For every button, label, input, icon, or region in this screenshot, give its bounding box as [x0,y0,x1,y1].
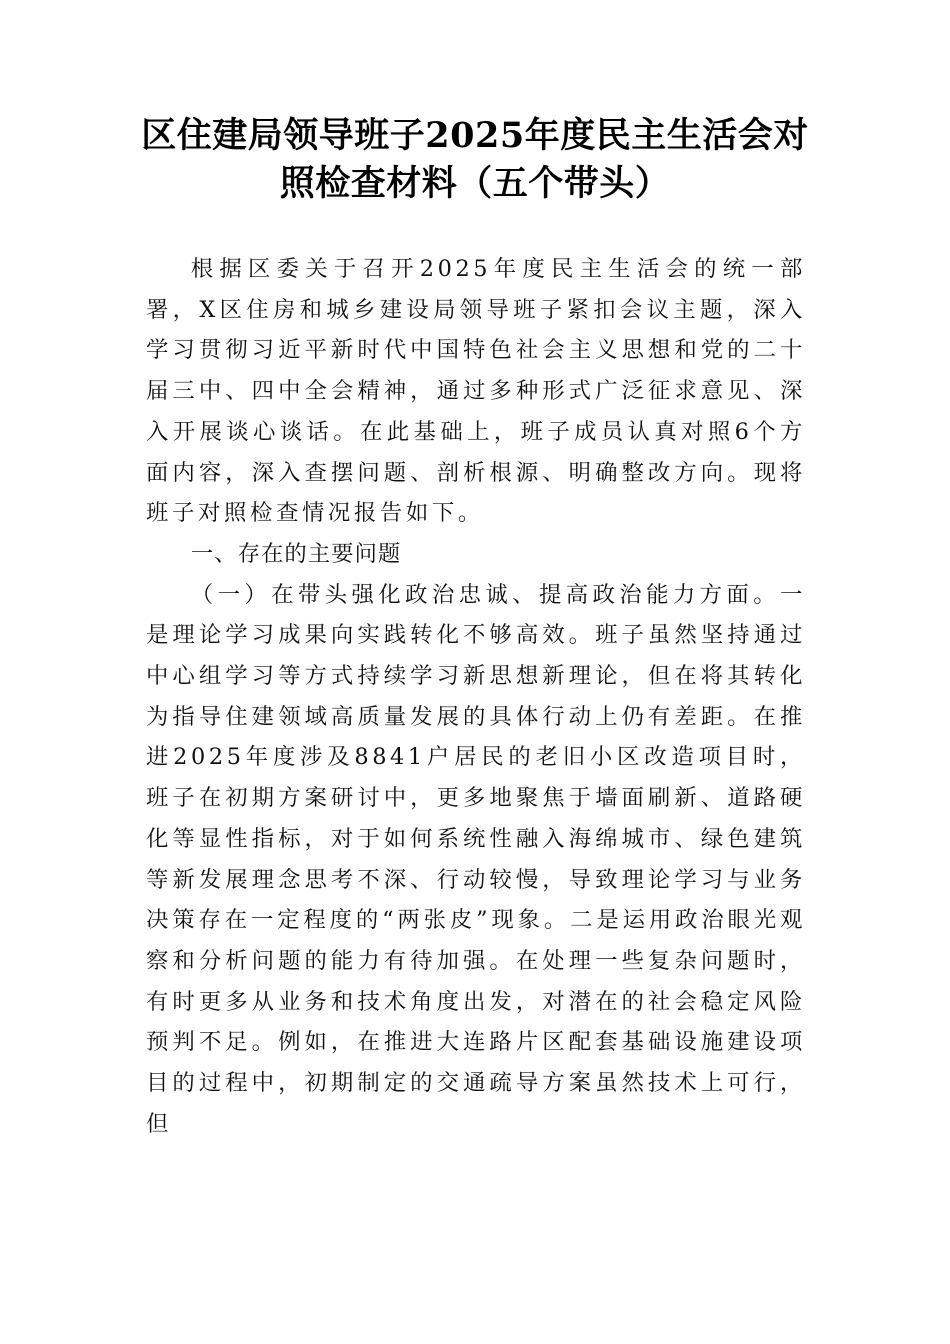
document-title [140,112,810,208]
document-title-line-1: 区住建局领导班子2025年度民主生活会对 [141,115,809,156]
document-body [146,249,806,1144]
document-title-line-2: 照检查材料（五个带头） [279,163,671,204]
intro-paragraph: 根据区委关于召开2025年度民主生活会的统一部署，X区住房和城乡建设局领导班子紧扣会议主题，深入学习贯彻习近平新时代中国特色社会主义思想和党的二十届三中、四中全会精神，通过多种形式广泛征求意见、深入开展谈心谈话。在此基础上，班子成员认真对照6个方面内容，深入查摆问题、剖析根源、明确整改方向。现将班子对照检查情况报告如下。 [146,256,806,527]
body-paragraph: （一）在带头强化政治忠诚、提高政治能力方面。一是理论学习成果向实践转化不够高效。班子虽然坚持通过中心组学习等方式持续学习新思想新理论，但在将其转化为指导住建领域高质量发展的具体行动上仍有差距。在推进2025年度涉及8841户居民的老旧小区改造项目时，班子在初期方案研讨中，更多地聚焦于墙面刷新、道路硬化等显性指标，对于如何系统性融入海绵城市、绿色建筑等新发展理念思考不深、行动较慢，导致理论学习与业务决策存在一定程度的“两张皮”现象。二是运用政治眼光观察和分析问题的能力有待加强。在处理一些复杂问题时，有时更多从业务和技术角度出发，对潜在的社会稳定风险预判不足。例如，在推进大连路片区配套基础设施建设项目的过程中，初期制定的交通疏导方案虽然技术上可行，但 [146,581,806,1137]
section-heading: 一、存在的主要问题 [190,540,402,567]
